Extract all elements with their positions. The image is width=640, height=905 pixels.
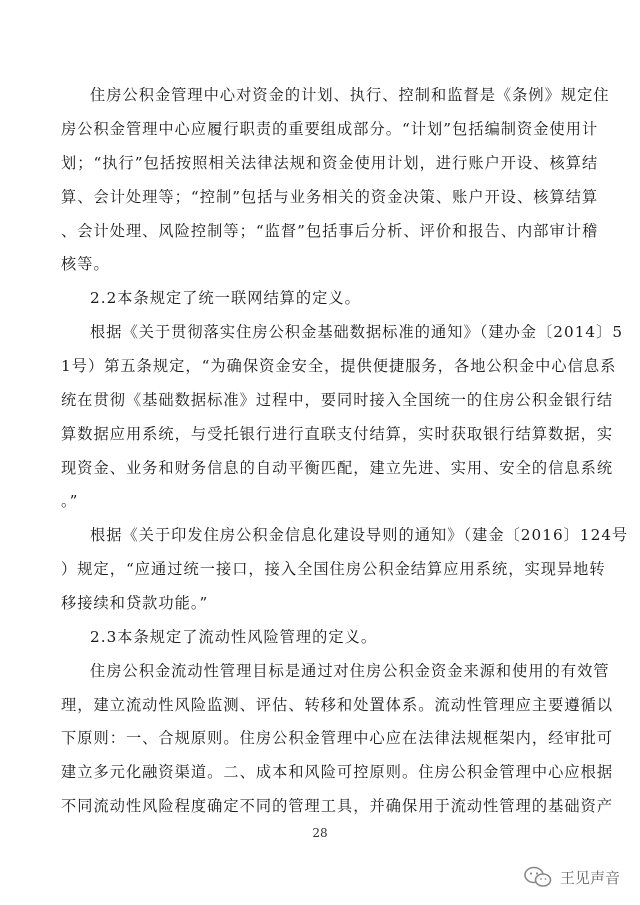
watermark: [524, 866, 620, 888]
paragraph-line: 下原则：一、合规原则。住房公积金管理中心应在法律法规框架内，经审批可: [61, 729, 614, 747]
wechat-icon: [524, 866, 552, 888]
paragraph-line: 建立多元化融资渠道。二、成本和风险可控原则。住房公积金管理中心应根据: [61, 763, 614, 781]
paragraph-line: ）规定，“应通过统一接口，接入全国住房公积金结算应用系统，实现异地转: [61, 560, 606, 578]
paragraph-line: 移接续和贷款功能。”: [61, 594, 209, 612]
paragraph-line: 。”: [61, 492, 79, 510]
watermark-text: 王见声音: [559, 868, 620, 887]
paragraph-line: 不同流动性风险程度确定不同的管理工具，并确保用于流动性管理的基础资产: [61, 797, 614, 815]
paragraph-line: 根据《关于印发住房公积金信息化建设导则的通知》（建金〔2016〕124号: [90, 526, 629, 544]
paragraph-line: 住房公积金管理中心对资金的计划、执行、控制和监督是《条例》规定住: [90, 86, 610, 104]
paragraph-line: 划；“执行”包括按照相关法律法规和资金使用计划，进行账户开设、核算结: [61, 154, 599, 172]
paragraph-line: 算、会计处理等；“控制”包括与业务相关的资金决策、账户开设、核算结算: [61, 188, 599, 206]
paragraph-line: 现资金、业务和财务信息的自动平衡匹配，建立先进、实用、安全的信息系统: [61, 459, 614, 477]
paragraph-line: 统在贯彻《基础数据标准》过程中，要同时接入全国统一的住房公积金银行结: [61, 391, 614, 409]
paragraph-line: 根据《关于贯彻落实住房公积金基础数据标准的通知》（建办金〔2014〕5: [90, 323, 624, 341]
paragraph-line: 算数据应用系统，与受托银行进行直联支付结算，实时获取银行结算数据，实: [61, 425, 614, 443]
section-heading: 2.2本条规定了统一联网结算的定义。: [90, 289, 361, 307]
paragraph-line: 理，建立流动性风险监测、评估、转移和处置体系。流动性管理应主要遵循以: [61, 696, 614, 714]
paragraph-line: 住房公积金流动性管理目标是通过对住房公积金资金来源和使用的有效管: [90, 662, 610, 680]
paragraph-line: 核等。: [61, 255, 110, 273]
page-number: 28: [312, 826, 328, 840]
section-heading: 2.3本条规定了流动性风险管理的定义。: [90, 628, 378, 646]
paragraph-line: 、会计处理、风险控制等；“监督”包括事后分析、评价和报告、内部审计稽: [61, 222, 599, 240]
paragraph-line: 房公积金管理中心应履行职责的重要组成部分。“计划”包括编制资金使用计: [61, 120, 599, 138]
paragraph-line: 1号）第五条规定，“为确保资金安全，提供便捷服务，各地公积金中心信息系: [61, 357, 617, 375]
